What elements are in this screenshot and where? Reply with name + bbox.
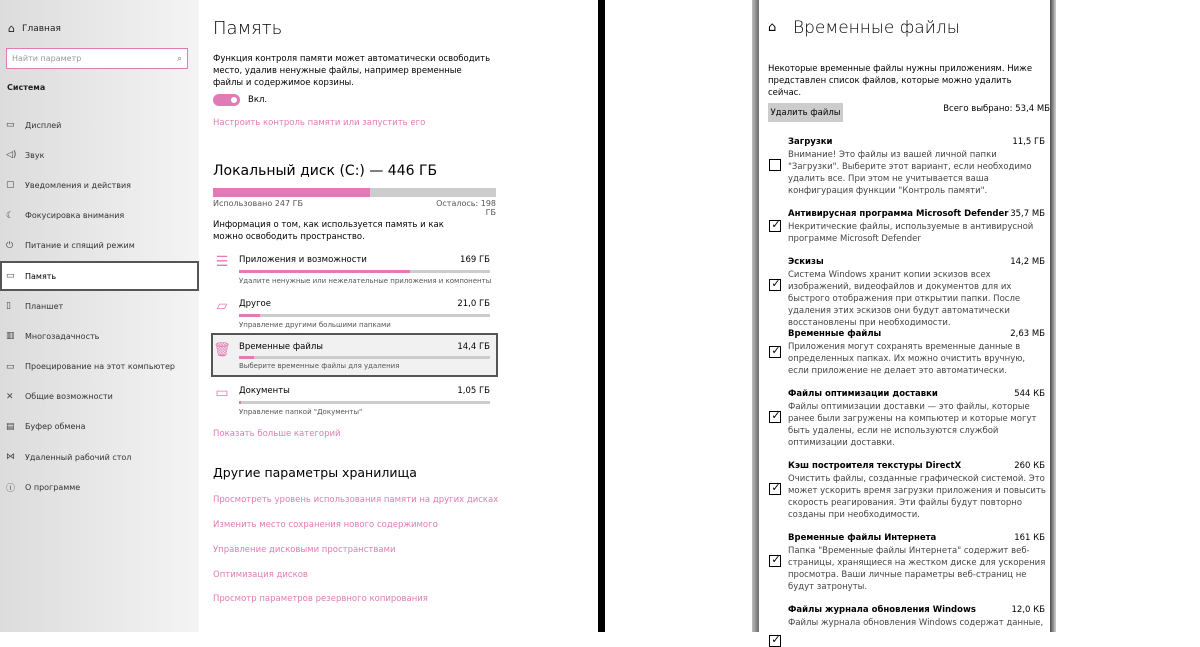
storage-sense-toggle[interactable] [213, 94, 240, 106]
sidebar-item-label: Многозадачность [25, 331, 100, 341]
check-icon: ✓ [771, 481, 781, 494]
item-size: 544 КБ [1014, 389, 1045, 399]
category-bar-fill [239, 401, 241, 404]
trash-icon: 🗑 [213, 342, 231, 358]
category-bar-fill [239, 270, 410, 273]
sidebar-item-multitasking[interactable] [0, 321, 199, 351]
storage-description: Функция контроля памяти может автоматически освободить место, удалив ненужные файлы, например временные файлы и содержимое корзины. [213, 54, 491, 88]
display-icon: ▭ [6, 120, 15, 131]
sidebar-item-tablet[interactable] [0, 291, 199, 321]
item-name: Эскизы [788, 257, 824, 267]
sidebar-item-label: Звук [25, 150, 45, 160]
sidebar-item-sound[interactable] [0, 140, 199, 170]
sidebar-item-clipboard[interactable] [0, 412, 199, 442]
item-description: Папка "Временные файлы Интернета" содержит веб-страницы, хранящиеся на жестком диске для ускорения просмотра. Ваши личные параметры веб-страниц не будут затронуты. [788, 546, 1046, 592]
divider [752, 0, 759, 632]
checkbox[interactable] [769, 555, 781, 567]
item-description: Файлы журнала обновления Windows содержат данные, [788, 618, 1044, 628]
about-icon: ⓘ [6, 483, 16, 494]
disk-info-text: Информация о том, как используется память и как можно освободить пространство. [213, 220, 444, 242]
disk-usage-fill [213, 188, 370, 197]
item-description: Система Windows хранит копии эскизов всех изображений, видеофайлов и документов для их быстрого отображения при открытии папки. После удаления этих эскизов они будут автоматически восстановлены при необходимости. [788, 270, 1021, 328]
sidebar-home[interactable] [8, 22, 61, 35]
category-bar [239, 401, 490, 404]
sidebar-item-shared-experiences[interactable] [0, 382, 199, 412]
category-apps[interactable] [213, 250, 496, 290]
category-size: 169 ГБ [460, 255, 490, 265]
power-icon: ⏻ [6, 240, 14, 251]
sidebar-item-label: Память [25, 271, 57, 281]
sidebar-item-label: Буфер обмена [25, 422, 86, 432]
category-subtitle: Удалите ненужные или нежелательные приложения и компоненты [239, 277, 492, 285]
home-icon: ⌂ [8, 22, 15, 35]
sidebar-item-label: О программе [25, 482, 81, 492]
category-name: Документы [239, 386, 290, 396]
sidebar-item-label: Питание и спящий режим [25, 241, 135, 251]
documents-icon: ▭ [215, 385, 229, 401]
storage-panel [200, 0, 593, 632]
category-bar [239, 314, 490, 317]
checkbox[interactable] [769, 279, 781, 291]
sidebar-item-notifications[interactable] [0, 170, 199, 200]
apps-icon: ☰ [215, 254, 229, 270]
item-description: Некритические файлы, используемые в антивирусной программе Microsoft Defender [788, 222, 1034, 244]
delete-files-button[interactable]: Удалить файлы [768, 103, 843, 122]
check-icon: ✓ [771, 277, 781, 290]
sidebar-item-about[interactable] [0, 472, 199, 502]
checkbox[interactable] [769, 159, 781, 171]
focus-assist-icon: ☾ [6, 210, 15, 221]
sound-icon: ◁) [6, 150, 17, 161]
toggle-knob [231, 97, 237, 103]
other-settings-title: Другие параметры хранилища [213, 465, 417, 480]
search-icon[interactable]: ⌕ [176, 53, 182, 64]
tablet-icon: ▯ [6, 301, 11, 312]
disk-free-label: Осталось: 198 ГБ [436, 199, 496, 217]
configure-storage-sense-link[interactable]: Настроить контроль памяти или запустить его [213, 118, 426, 128]
item-name: Антивирусная программа Microsoft Defender [788, 209, 1009, 219]
backup-options-link[interactable]: Просмотр параметров резервного копирования [213, 594, 428, 604]
item-size: 14,2 МБ [1010, 257, 1045, 267]
category-name: Временные файлы [239, 342, 323, 352]
sidebar [0, 0, 199, 632]
item-name: Загрузки [788, 137, 833, 147]
item-description: Очистить файлы, созданные графической системой. Это может ускорить время загрузки приложения и повысить скорость реагирования. Эти файлы будут повторно созданы при необходимости. [788, 474, 1046, 520]
remote-desktop-icon: ⋈ [6, 452, 15, 463]
item-size: 35,7 МБ [1010, 209, 1045, 219]
sidebar-item-focus-assist[interactable] [0, 201, 199, 231]
category-bar-fill [239, 356, 254, 359]
item-description: Приложения могут сохранять временные данные в определенных папках. Их можно очистить вручную, если приложение не делает это автоматически. [788, 342, 1026, 376]
checkbox[interactable] [769, 635, 781, 647]
checkbox[interactable] [769, 483, 781, 495]
item-size: 2,63 МБ [1010, 329, 1045, 339]
sidebar-item-projecting[interactable] [0, 352, 199, 382]
check-icon: ✓ [771, 218, 781, 231]
sidebar-item-label: Общие возможности [25, 392, 113, 402]
sidebar-category: Система [7, 83, 46, 92]
storage-spaces-link[interactable]: Управление дисковыми пространствами [213, 545, 396, 555]
sidebar-item-remote-desktop[interactable] [0, 442, 199, 472]
sidebar-item-label: Уведомления и действия [25, 180, 131, 190]
divider [1050, 0, 1056, 632]
item-size: 260 КБ [1014, 461, 1045, 471]
sidebar-item-label: Удаленный рабочий стол [25, 452, 132, 462]
category-subtitle: Управление другими большими папками [239, 321, 391, 329]
check-icon: ✓ [771, 633, 781, 646]
storage-icon: ▭ [6, 271, 15, 282]
shared-experiences-icon: ✕ [6, 391, 14, 402]
other-folder-icon: ▱ [216, 298, 228, 314]
item-name: Файлы журнала обновления Windows [788, 605, 976, 615]
other-disks-link[interactable]: Просмотреть уровень использования памяти на других дисках [213, 495, 499, 505]
category-size: 1,05 ГБ [457, 386, 490, 396]
check-icon: ✓ [771, 409, 781, 422]
clipboard-icon: ▤ [6, 421, 15, 432]
disk-title: Локальный диск (C:) — 446 ГБ [213, 163, 438, 179]
notifications-icon: ▢ [6, 180, 15, 191]
sidebar-item-label: Планшет [25, 301, 64, 311]
category-size: 21,0 ГБ [457, 299, 490, 309]
category-other[interactable] [213, 294, 496, 334]
sidebar-item-label: Фокусировка внимания [25, 211, 125, 221]
toggle-label: Вкл. [248, 95, 268, 105]
category-bar [239, 356, 490, 359]
sidebar-list [0, 110, 199, 502]
category-subtitle: Управление папкой "Документы" [239, 408, 363, 416]
sidebar-home-label: Главная [22, 23, 61, 34]
save-location-link[interactable]: Изменить место сохранения нового содержимого [213, 520, 438, 530]
projecting-icon: ▭ [6, 361, 15, 372]
check-icon: ✓ [771, 553, 781, 566]
disk-usage-bar [213, 188, 496, 197]
category-temp-files[interactable] [213, 335, 496, 375]
category-name: Другое [239, 299, 271, 309]
gap-background [593, 0, 758, 632]
sidebar-item-label: Проецирование на этот компьютер [25, 362, 175, 372]
checkbox[interactable] [769, 346, 781, 358]
sidebar-item-storage[interactable] [0, 261, 199, 291]
item-size: 161 КБ [1014, 533, 1045, 543]
temp-files-description: Некоторые временные файлы нужны приложениям. Ниже представлен список файлов, которые можно удалить сейчас. [768, 64, 1033, 98]
home-icon[interactable]: ⌂ [768, 20, 777, 35]
item-size: 12,0 КБ [1011, 605, 1045, 615]
category-size: 14,4 ГБ [457, 342, 490, 352]
category-documents[interactable] [213, 381, 496, 421]
total-selected: Всего выбрано: 53,4 МБ [943, 104, 1050, 114]
optimize-drives-link[interactable]: Оптимизация дисков [213, 570, 308, 580]
show-more-categories-link[interactable]: Показать больше категорий [213, 429, 341, 439]
item-description: Файлы оптимизации доставки — это файлы, которые ранее были загружены на компьютер и которые могут быть удалены, если не используются службой оптимизации доставки. [788, 402, 1037, 448]
sidebar-item-label: Дисплей [25, 120, 62, 130]
check-icon: ✓ [771, 344, 781, 357]
item-name: Временные файлы Интернета [788, 533, 937, 543]
item-name: Кэш построителя текстуры DirectX [788, 461, 962, 471]
page-title: Память [213, 18, 283, 39]
disk-used-label: Использовано 247 ГБ [213, 199, 303, 208]
item-description: Внимание! Это файлы из вашей личной папки "Загрузки". Выберите этот вариант, если необходимо удалить все. При этом не учитывается ваша конфигурация функции "Контроль памяти". [788, 150, 1032, 196]
checkbox[interactable] [769, 220, 781, 232]
category-name: Приложения и возможности [239, 255, 367, 265]
temp-files-title: Временные файлы [793, 18, 960, 38]
checkbox[interactable] [769, 411, 781, 423]
search-input[interactable] [12, 54, 177, 63]
temp-files-panel [759, 0, 1050, 646]
category-subtitle: Выберите временные файлы для удаления [239, 362, 400, 370]
sidebar-item-power[interactable] [0, 231, 199, 261]
divider [598, 0, 605, 632]
item-name: Файлы оптимизации доставки [788, 389, 938, 399]
category-bar-fill [239, 314, 260, 317]
item-name: Временные файлы [788, 329, 882, 339]
multitasking-icon: ▥ [6, 331, 15, 342]
search-box[interactable] [6, 48, 188, 69]
item-size: 11,5 ГБ [1012, 137, 1045, 147]
sidebar-item-display[interactable] [0, 110, 199, 140]
category-bar [239, 270, 490, 273]
